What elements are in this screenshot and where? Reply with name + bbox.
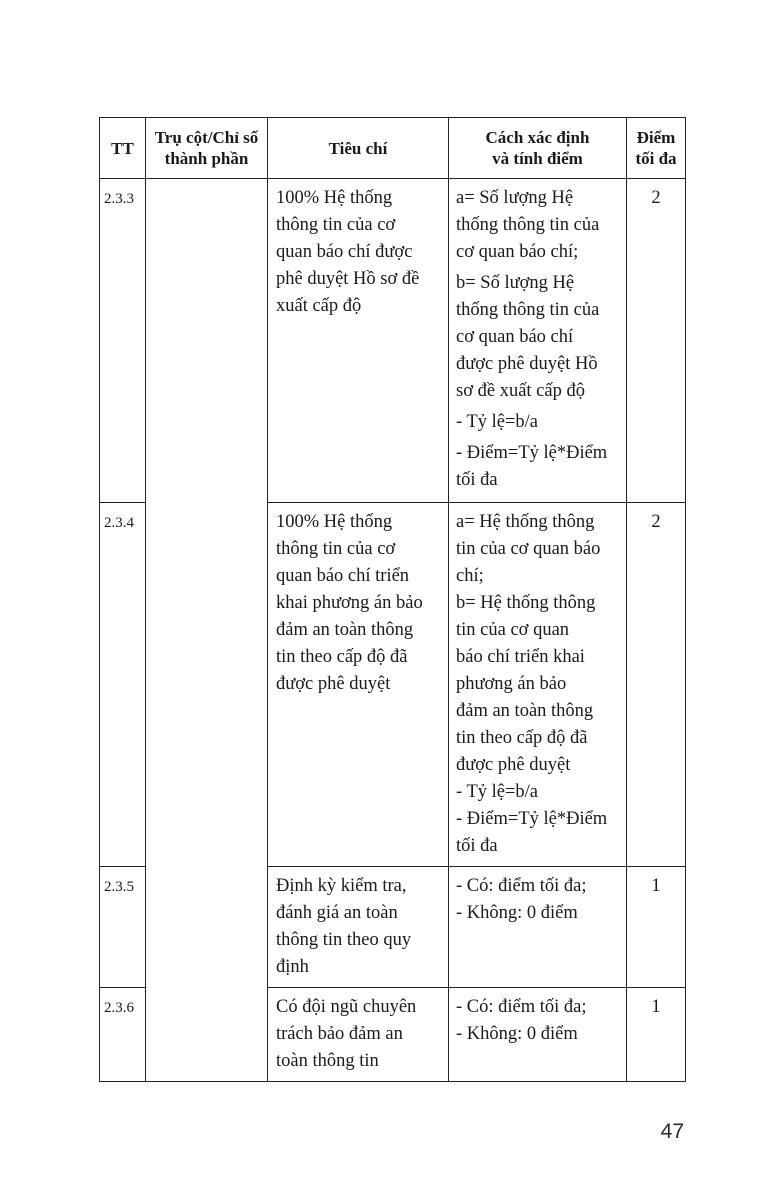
row-method: - Có: điểm tối đa; - Không: 0 điểm — [449, 988, 627, 1082]
row-tt: 2.3.4 — [100, 503, 146, 867]
row-tt: 2.3.5 — [100, 867, 146, 988]
row-method: - Có: điểm tối đa; - Không: 0 điểm — [449, 867, 627, 988]
row-criteria: Có đội ngũ chuyên trách bảo đảm an toàn thông tin — [268, 988, 449, 1082]
row-tt: 2.3.6 — [100, 988, 146, 1082]
row-criteria: 100% Hệ thống thông tin của cơ quan báo chí được phê duyệt Hồ sơ đề xuất cấp độ — [268, 179, 449, 503]
row-points: 2 — [627, 503, 686, 867]
row-points: 2 — [627, 179, 686, 503]
row-method: a= Số lượng Hệ thống thông tin của cơ quan báo chí; b= Số lượng Hệ thống thông tin của cơ quan báo chí được phê duyệt Hồ sơ đề xuất cấp độ - Tỷ lệ=b/a - Điểm=Tỷ lệ*Điểm tối đa — [449, 179, 627, 503]
row-criteria: 100% Hệ thống thông tin của cơ quan báo chí triển khai phương án bảo đảm an toàn thông tin theo cấp độ đã được phê duyệt — [268, 503, 449, 867]
header-pillar: Trụ cột/Chỉ số thành phần — [146, 118, 268, 179]
header-method: Cách xác định và tính điểm — [449, 118, 627, 179]
table-row — [100, 179, 686, 503]
criteria-table — [99, 117, 686, 1082]
row-tt: 2.3.3 — [100, 179, 146, 503]
header-criteria: Tiêu chí — [268, 118, 449, 179]
pillar-cell — [146, 179, 268, 1082]
row-points: 1 — [627, 867, 686, 988]
header-max-points: Điểm tối đa — [627, 118, 686, 179]
row-points: 1 — [627, 988, 686, 1082]
page-number: 47 — [660, 1120, 684, 1143]
table-header-row — [100, 118, 686, 179]
row-method: a= Hệ thống thông tin của cơ quan báo chí; b= Hệ thống thông tin của cơ quan báo chí triển khai phương án bảo đảm an toàn thông tin theo cấp độ đã được phê duyệt - Tỷ lệ=b/a - Điểm=Tỷ lệ*Điểm tối đa — [449, 503, 627, 867]
row-criteria: Định kỳ kiểm tra, đánh giá an toàn thông tin theo quy định — [268, 867, 449, 988]
header-tt: TT — [100, 118, 146, 179]
